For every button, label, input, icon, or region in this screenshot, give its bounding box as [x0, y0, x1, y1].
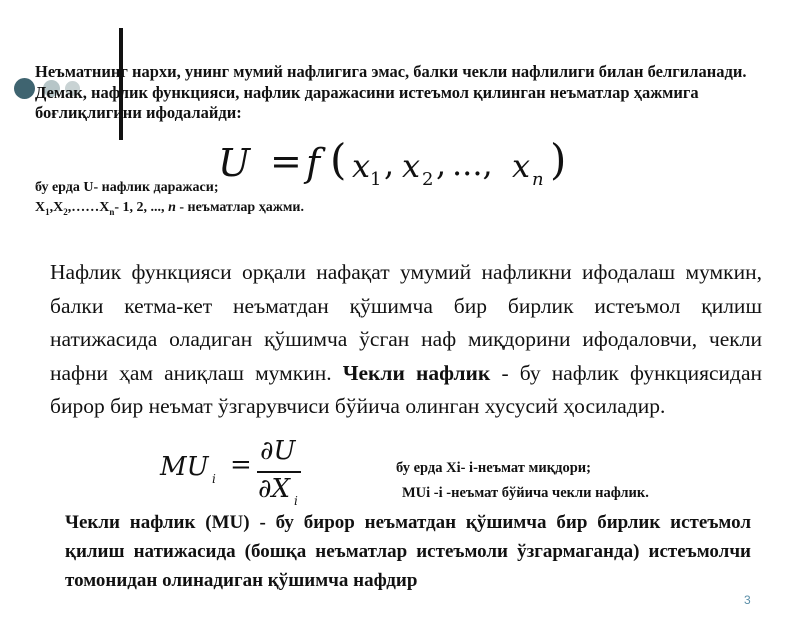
legend-line-u: бу ерда U- нафлик даражаси; [35, 180, 219, 195]
marginal-utility-term: Чекли нафлик [342, 360, 491, 385]
formula-denominator: ∂X [258, 474, 290, 504]
formula-f: f [306, 141, 321, 185]
formula-sub-n: n [532, 169, 544, 190]
formula-sub-1: 1 [370, 169, 382, 190]
formula-equals: = [270, 139, 302, 183]
page-number: 3 [744, 593, 751, 607]
formula2-legend [396, 456, 756, 506]
formula-x2: x [402, 147, 421, 185]
formula-legend [35, 178, 455, 222]
formula-x1: x [352, 147, 371, 185]
fraction-bar [257, 471, 301, 473]
body-paragraph: Нафлик функцияси орқали нафақат умумий нафликни ифодалаш мумкин, балки кетма-кет неъматдан қўшимча бир бирлик истеъмол қилиш натижасида оладиган қўшимча ўсган наф миқдорини ифодаловчи, чекли нафни ҳам аниқлаш мумкин. Чекли нафлик - бу нафлик функциясидан бирор бир неъмат ўзгарувчиси бўйича олинган хусусий ҳосиладир. [50, 260, 762, 418]
legend-line-x: $X_1,X_2,\dots\dots X_n-$ 1, 2, ..., n - неъматлар ҳажми. [35, 200, 304, 217]
formula-open-paren: ( [330, 135, 347, 184]
formula-xn: x [512, 147, 531, 185]
formula-comma-1: , [384, 145, 395, 183]
formula-ellipsis: ..., [452, 145, 493, 183]
legend2-line-2: MUi -i -неъмат бўйича чекли нафлик. [402, 485, 649, 501]
legend2-line-1: бу ерда Xi- i-неъмат миқдори; [396, 460, 591, 476]
marginal-utility-definition: Чекли нафлик (MU) - бу бирор неъматдан қўшимча бир бирлик истеъмол қилиш натижасида (бошқа неъматлар истеъмоли ўзгармаганда) истеъмолчи томонидан олинадиган қўшимча нафдир [65, 512, 751, 591]
formula-denominator-sub: i [294, 494, 298, 508]
formula-comma-2: , [436, 145, 447, 183]
formula-close-paren: ) [550, 135, 567, 184]
decorative-dot-dark [14, 78, 35, 99]
formula-numerator: ∂U [260, 436, 296, 466]
formula-sub-2: 2 [422, 169, 434, 190]
formula-mu-sub: i [212, 472, 216, 486]
intro-text: Неъматнинг нархи, унинг мумий нафлигига эмас, балки чекли нафлилиги билан белгиланади. Демак, нафлик функцияси, нафлик даражасини истеъмол қилинган неъматлар ҳажмига боғлиқлигини ифодалайди: [35, 62, 747, 122]
formula2-equals: = [230, 450, 252, 480]
formula-mu: MU [160, 452, 209, 482]
formula-U: U [218, 141, 251, 185]
marginal-utility-formula [160, 438, 310, 508]
